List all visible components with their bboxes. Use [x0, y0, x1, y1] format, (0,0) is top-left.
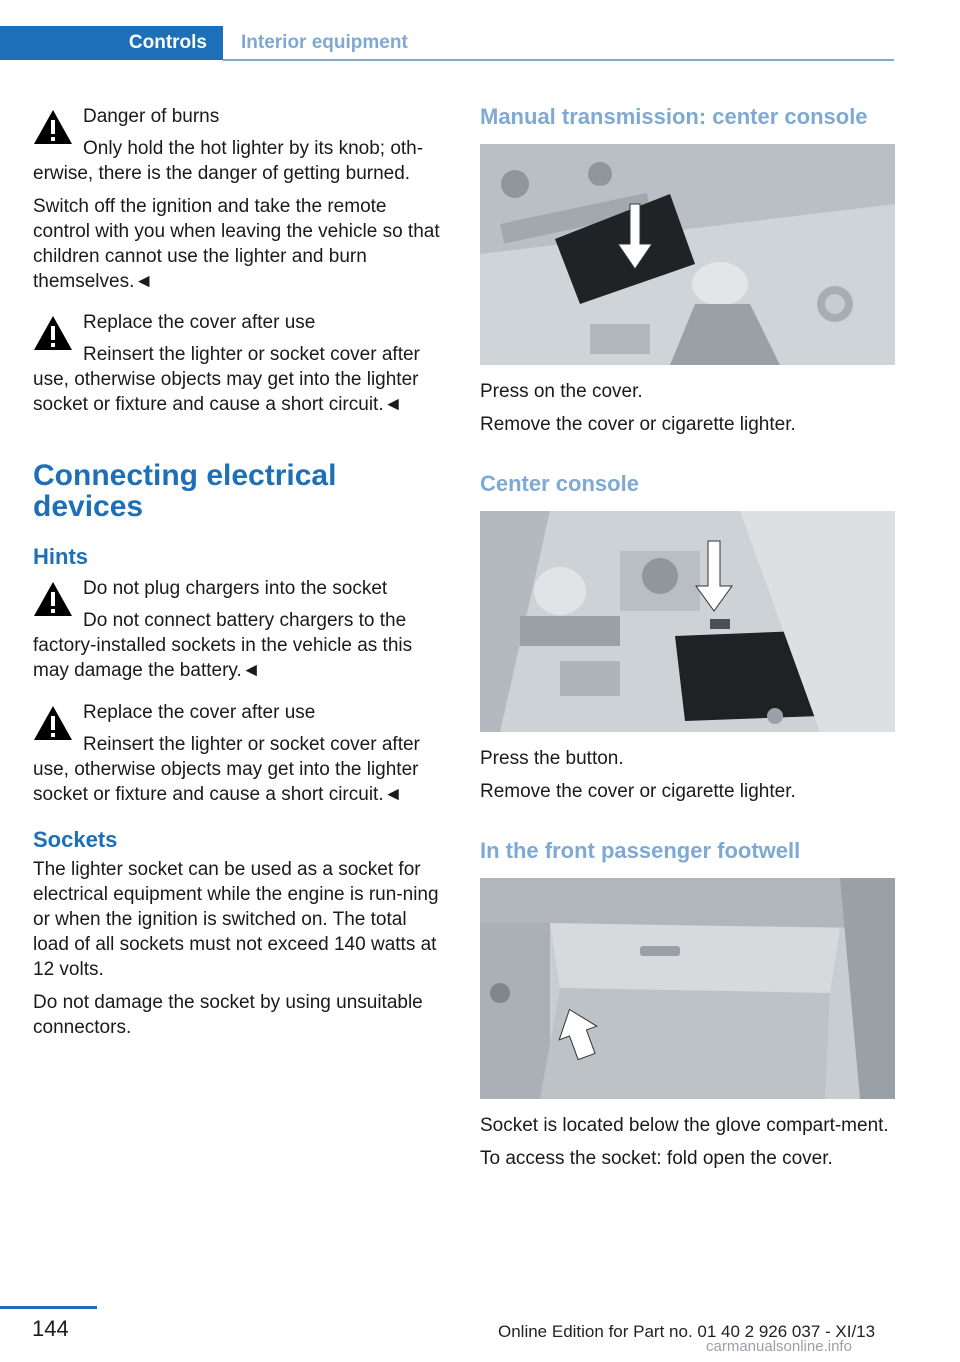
warning-text: Do not connect battery chargers to the	[83, 610, 407, 631]
subsection-title-manual: Manual transmission: center console	[480, 104, 868, 129]
paragraph: Do not damage the socket by using unsuitable connectors.	[33, 992, 423, 1038]
photo-footwell	[480, 878, 895, 1099]
warning-text: factory-installed sockets in the vehicle as this may damage the battery.◄	[33, 635, 413, 681]
watermark: carmanualsonline.info	[706, 1338, 852, 1355]
section-title: Connecting electrical devices	[33, 459, 337, 523]
warning-chargers	[33, 576, 441, 683]
warning-triangle-icon	[33, 314, 73, 352]
warning-text: Only hold the hot lighter by its knob; oth-	[83, 138, 424, 159]
tab-interior-equipment[interactable]: Interior equipment	[241, 32, 408, 53]
paragraph: Switch off the ignition and take the remote control with you when leaving the vehicle so that children cannot use the lighter and burn themselves.◄	[33, 196, 440, 292]
paragraph: The lighter socket can be used as a socket for electrical equipment while the engine is run-ning or when the ignition is switched on. The total load of all sockets must not exceed 140 watts at 12 volts.	[33, 859, 439, 980]
warning-title: Replace the cover after use	[83, 702, 316, 723]
subsection-title-center-console: Center console	[480, 471, 639, 496]
warning-danger-of-burns	[33, 104, 441, 186]
paragraph: To access the socket: fold open the cover.	[480, 1148, 833, 1169]
left-column	[33, 104, 441, 1040]
subsection-title-hints: Hints	[33, 544, 88, 569]
warning-title: Danger of burns	[83, 106, 220, 127]
paragraph: Press on the cover.	[480, 381, 643, 402]
footer-rule	[0, 1306, 97, 1309]
subsection-title-footwell: In the front passenger footwell	[480, 838, 801, 863]
warning-text: use, otherwise objects may get into the lighter socket or fixture and cause a short circuit.◄	[33, 759, 419, 805]
warning-title: Do not plug chargers into the socket	[83, 578, 388, 599]
page-header	[0, 26, 894, 62]
photo-manual-center-console	[480, 144, 895, 365]
edition-text: Online Edition for Part no. 01 40 2 926 037 - XI/13	[498, 1322, 876, 1341]
page-number: 144	[32, 1316, 69, 1341]
warning-replace-cover	[33, 310, 441, 417]
warning-text: use, otherwise objects may get into the lighter socket or fixture and cause a short circuit.◄	[33, 369, 419, 415]
warning-replace-cover	[33, 700, 441, 807]
photo-center-console	[480, 511, 895, 732]
tab-controls[interactable]: Controls	[0, 26, 223, 60]
header-rule	[223, 59, 894, 61]
warning-text: Reinsert the lighter or socket cover after	[83, 344, 420, 365]
warning-text: erwise, there is the danger of getting burned.	[33, 163, 411, 184]
warning-triangle-icon	[33, 580, 73, 618]
warning-text: Reinsert the lighter or socket cover after	[83, 734, 420, 755]
right-column	[480, 104, 895, 1171]
warning-triangle-icon	[33, 108, 73, 146]
paragraph: Socket is located below the glove compart-ment.	[480, 1115, 889, 1136]
warning-title: Replace the cover after use	[83, 312, 316, 333]
subsection-title-sockets: Sockets	[33, 827, 118, 852]
warning-triangle-icon	[33, 704, 73, 742]
paragraph: Remove the cover or cigarette lighter.	[480, 414, 796, 435]
paragraph: Press the button.	[480, 748, 624, 769]
paragraph: Remove the cover or cigarette lighter.	[480, 781, 796, 802]
